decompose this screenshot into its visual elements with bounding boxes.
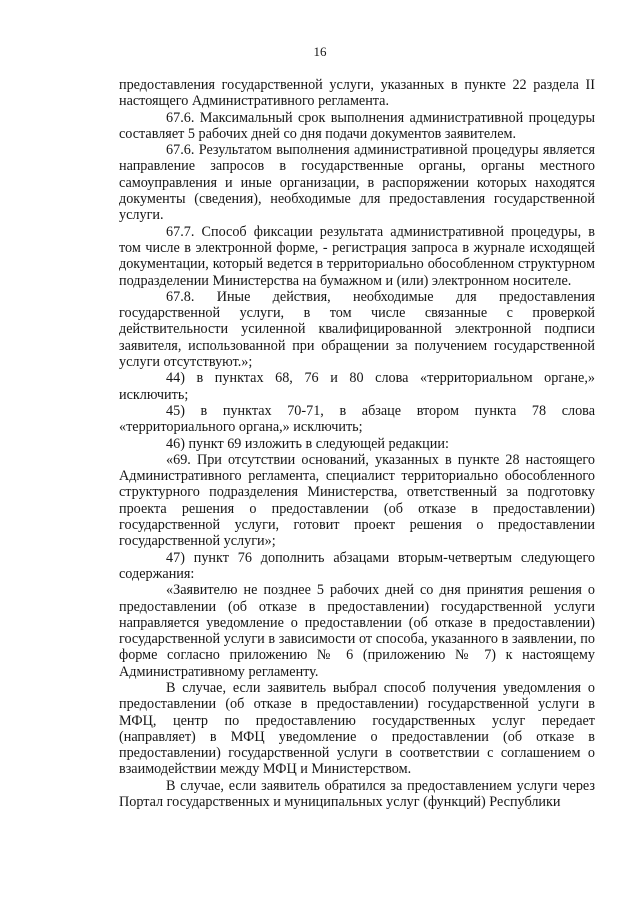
- paragraph-67-8: 67.8. Иные действия, необходимые для предоставления государственной услуги, в том числе связанные с проверкой действительности усиленной квалифицированной электронной подписи заявителя, использованной при обращении за получением государственной услуги отсутствуют.»;: [119, 288, 595, 371]
- paragraph-notice: «Заявителю не позднее 5 рабочих дней со дня принятия решения о предоставлении (об отказе в предоставлении) государственной услуги направляется уведомление о предоставлении (об отказе в предоставлении) государственной услуги в зависимости от способа, указанного в заявлении, по форме согласно приложению № 6 (приложению № 7) к настоящему Административному регламенту.: [119, 582, 595, 680]
- paragraph-item-44: 44) в пунктах 68, 76 и 80 слова «территориальном органе,» исключить;: [119, 370, 595, 403]
- page-number: 16: [313, 44, 327, 59]
- paragraph-mfc: В случае, если заявитель выбрал способ получения уведомления о предоставлении (об отказе в предоставлении) государственной услуги в МФЦ, центр по предоставлению государственных услуг передает (направляет) в МФЦ уведомление о предоставлении (об отказе в предоставлении) государственной услуги в соответствии с соглашением о взаимодействии между МФЦ и Министерством.: [119, 679, 595, 778]
- paragraph-item-45: 45) в пунктах 70-71, в абзаце втором пункта 78 слова «территориального органа,» исключить;: [119, 402, 595, 436]
- paragraph-item-47: 47) пункт 76 дополнить абзацами вторым-четвертым следующего содержания:: [119, 549, 595, 582]
- paragraph-item-46: 46) пункт 69 изложить в следующей редакции:: [166, 435, 449, 452]
- paragraph-portal: В случае, если заявитель обратился за предоставлением услуги через Портал государственных и муниципальных услуг (функций) Республики: [119, 777, 595, 811]
- document-body: [119, 77, 595, 810]
- paragraph-69-text: «69. При отсутствии оснований, указанных в пункте 28 настоящего Административного регламента, специалист территориально обособленного структурного подразделения Министерства, ответственный за подготовку проекта решения о предоставлении (об отказе в предоставлении) государственной услуги, готовит проект решения о предоставлении государственной услуги»;: [119, 451, 595, 550]
- paragraph-continuation: предоставления государственной услуги, указанных в пункте 22 раздела II настоящего Административного регламента.: [119, 77, 595, 110]
- paragraph-67-6-result: 67.6. Результатом выполнения административной процедуры является направление запросов в государственные органы, органы местного самоуправления и иные организации, в распоряжении которых находятся документы (сведения), необходимые для предоставления государственной услуги.: [119, 142, 595, 224]
- paragraph-67-6-term: 67.6. Максимальный срок выполнения административной процедуры составляет 5 рабочих дней со дня подачи документов заявителем.: [119, 109, 595, 142]
- paragraph-67-7: 67.7. Способ фиксации результата административной процедуры, в том числе в электронной форме, - регистрация запроса в журнале исходящей документации, который ведется в территориально обособленном структурном подразделении Министерства на бумажном и (или) электронном носителе.: [119, 223, 595, 289]
